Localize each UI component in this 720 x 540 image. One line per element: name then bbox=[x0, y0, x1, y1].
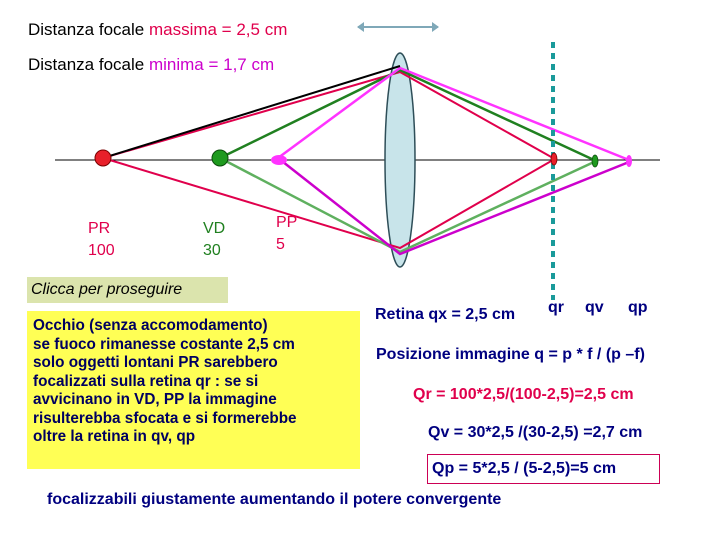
image-label-qv: qv bbox=[585, 299, 604, 316]
explanation-line: risulterebba sfocata e si formerebbe bbox=[33, 409, 297, 427]
image-qr-point bbox=[551, 153, 557, 165]
title-min-focal bbox=[28, 55, 274, 75]
calc-qp: Qp = 5*2,5 / (5-2,5)=5 cm bbox=[432, 460, 617, 477]
explanation-line: se fuoco rimanesse costante 2,5 cm bbox=[33, 335, 295, 353]
title-min-prefix: Distanza focale bbox=[28, 55, 149, 74]
explanation-line: avvicinano in VD, PP la immagine bbox=[33, 391, 277, 408]
ray-far-top bbox=[103, 72, 553, 158]
image-label-qp: qp bbox=[628, 299, 648, 316]
continue-button[interactable]: Clicca per proseguire bbox=[27, 277, 228, 303]
object-vd-point bbox=[212, 150, 228, 166]
label-pp bbox=[276, 212, 297, 255]
calc-qp-box bbox=[427, 454, 660, 484]
title-max-prefix: Distanza focale bbox=[28, 20, 149, 39]
object-pr-point bbox=[95, 150, 111, 166]
retina-label: Retina qx = 2,5 cm bbox=[375, 306, 516, 323]
explanation-line: Occhio (senza accomodamento) bbox=[33, 317, 268, 334]
calc-qr: Qr = 100*2,5/(100-2,5)=2,5 cm bbox=[413, 386, 634, 403]
explanation-line: oltre la retina in qv, qp bbox=[33, 428, 196, 445]
title-min-value: minima = 1,7 cm bbox=[148, 55, 275, 74]
label-pp-name: PP bbox=[276, 214, 298, 231]
explanation-line: focalizzati sulla retina qr : se si bbox=[33, 372, 259, 390]
label-vd-distance: 30 bbox=[203, 241, 221, 259]
footer-note: focalizzabili giustamente aumentando il potere convergente bbox=[47, 491, 502, 508]
ray-near-bottom bbox=[278, 158, 629, 254]
label-vd bbox=[203, 218, 225, 261]
label-pr-name: PR bbox=[88, 220, 111, 237]
label-pr-distance: 100 bbox=[88, 241, 115, 259]
image-label-qr: qr bbox=[548, 299, 564, 316]
eye-lens bbox=[385, 53, 415, 267]
label-pr bbox=[88, 218, 115, 261]
calc-qv: Qv = 30*2,5 /(30-2,5) =2,7 cm bbox=[428, 424, 643, 441]
explanation-line: solo oggetti lontani PR sarebbero bbox=[33, 354, 278, 371]
ray-near-top bbox=[278, 68, 629, 160]
ray-chief bbox=[103, 66, 400, 158]
formula-label: Posizione immagine q = p * f / (p –f) bbox=[376, 346, 645, 363]
label-pp-distance: 5 bbox=[276, 235, 285, 253]
image-qp-point bbox=[626, 155, 632, 167]
explanation-box bbox=[27, 311, 360, 469]
title-max-value: massima = 2,5 cm bbox=[148, 20, 288, 39]
title-max-focal bbox=[28, 20, 287, 40]
object-pp-point bbox=[271, 155, 287, 165]
ray-far-bottom bbox=[103, 158, 553, 248]
label-vd-name: VD bbox=[203, 220, 226, 237]
image-qv-point bbox=[592, 155, 598, 167]
